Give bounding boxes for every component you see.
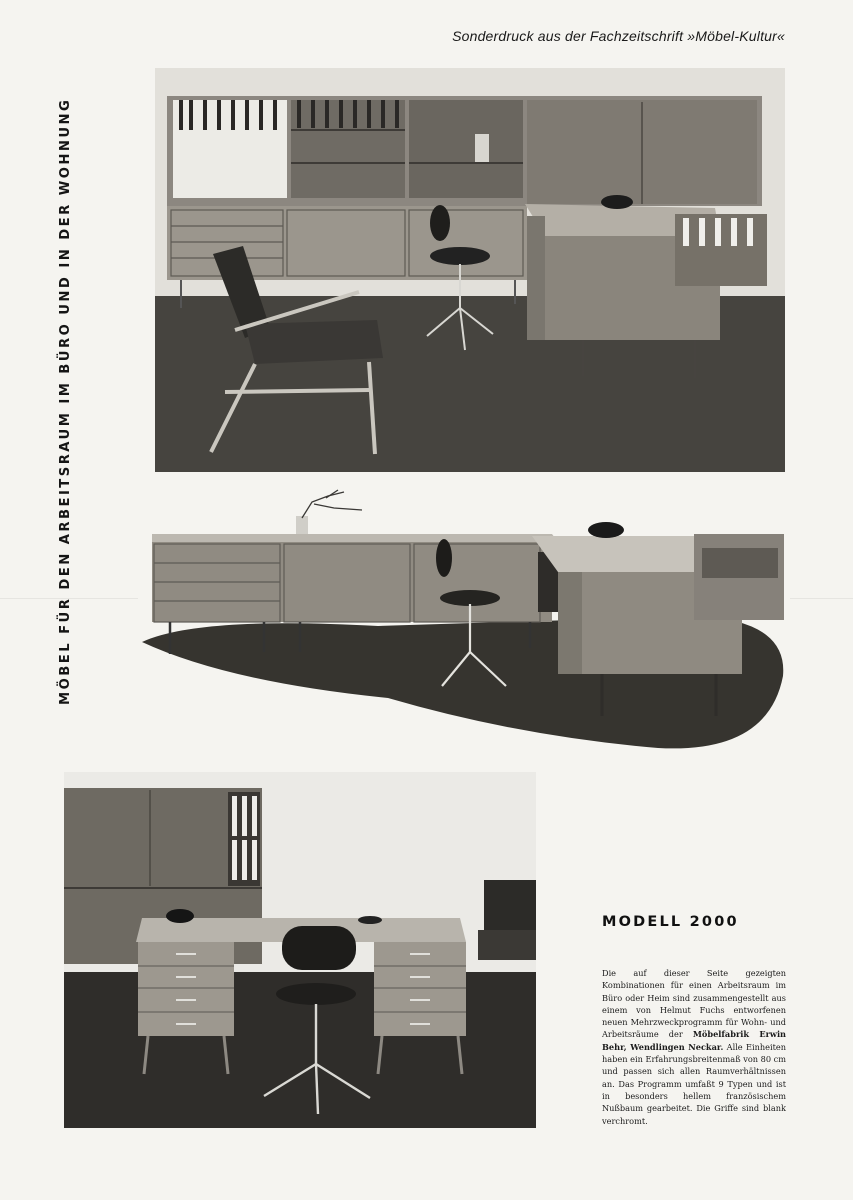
vertical-side-title: MÖBEL FÜR DEN ARBEITSRAUM IM BÜRO UND IN DER WOHNUNG <box>58 97 73 705</box>
photo-office-wall-unit <box>155 68 785 472</box>
header-text: Sonderdruck aus der Fachzeitschrift »Möbel-Kultur« <box>452 28 785 44</box>
photo-sideboard-desk-combination <box>138 486 790 758</box>
description-text-part-2: Alle Einheiten haben ein Erfahrungsbreitenmaß von 80 cm und passen sich allen Raumverhältnissen an. Das Programm umfaßt 9 Typen und ist in besonders hellem französischem Nußbaum gearbeitet. Die Griffe sind blank verchromt. <box>602 1041 786 1126</box>
photo-modell-2000-desk <box>64 772 536 1128</box>
model-description <box>602 967 786 1127</box>
model-title: MODELL 2000 <box>602 914 739 930</box>
manufacturer-name: Möbelfabrik Erwin Behr, Wendlingen Neckar. <box>602 1029 787 1052</box>
description-text-part-1: Die auf dieser Seite gezeigten Kombinationen für einen Arbeitsraum im Büro oder Heim sind zusammengestellt aus einem von Helmut Fuchs entworfenen neuen Mehrzweckprogramm für Wohn- und Arbeitsräume der <box>602 968 786 1040</box>
